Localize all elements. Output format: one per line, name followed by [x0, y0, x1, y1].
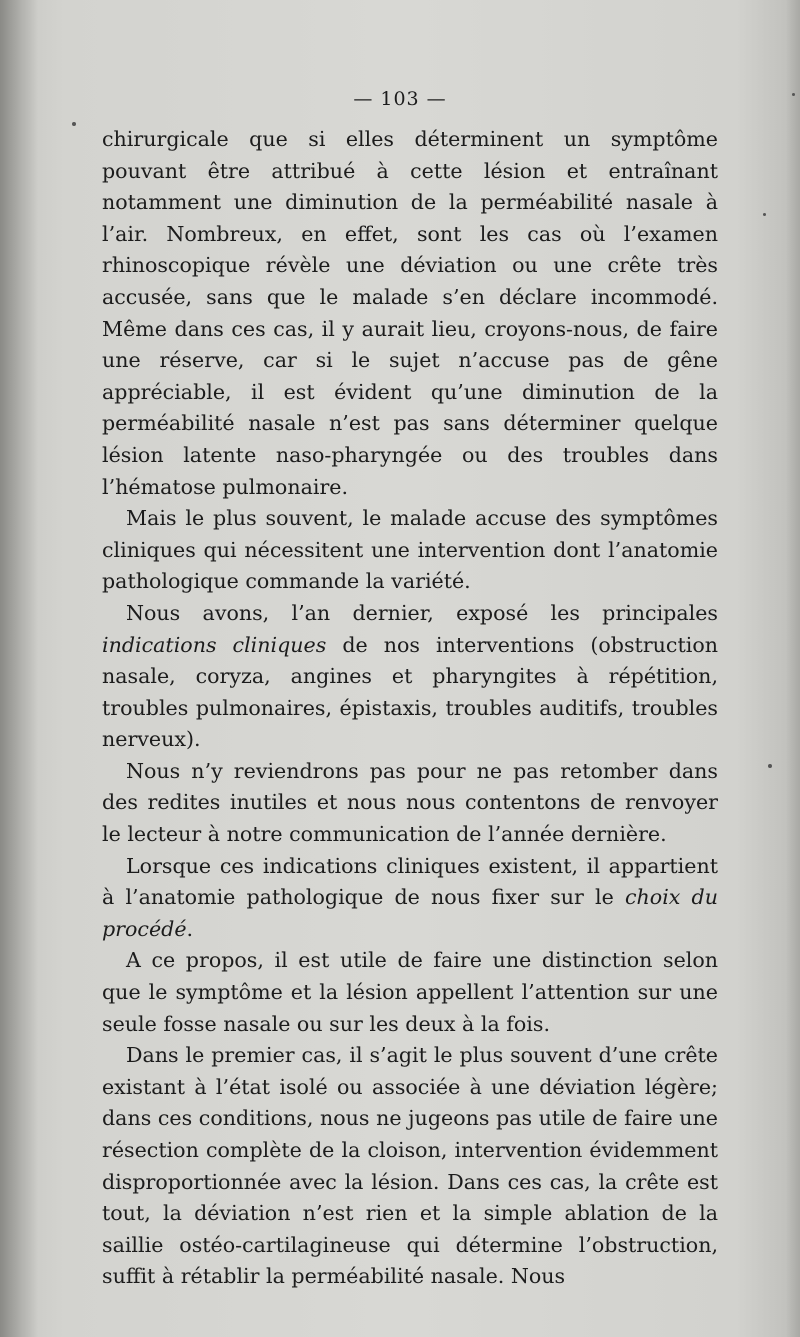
- italic-text: choix du procédé: [102, 885, 719, 941]
- paragraph: [102, 124, 718, 503]
- scan-speck: [72, 122, 76, 126]
- body-text: [102, 124, 718, 1293]
- paragraph: [102, 503, 718, 598]
- text-run: Dans le premier cas, il s’agit le plus souvent d’une crête existant à l’état isolé ou associée à une déviation légère; dans ces conditions, nous ne jugeons pas utile de faire une résection complète de la cloison, intervention évidemment disproportionnée avec la lésion. Dans ces cas, la crête est tout, la déviation n’est rien et la simple ablation de la saillie ostéo-cartilagineuse qui détermine l’obstruction, suffit à rétablir la perméabilité nasale. Nous: [102, 1043, 718, 1289]
- text-run: Nous avons, l’an dernier, exposé les principales: [126, 600, 718, 625]
- text-run: de nos interventions (obstruction nasale, coryza, angines et pharyngites à répétition, troubles pulmonaires, épistaxis, troubles auditifs, troubles nerveux).: [102, 632, 718, 752]
- italic-text: indications cliniques: [102, 632, 327, 657]
- page-edge-shadow: [786, 0, 800, 1337]
- scan-speck: [768, 764, 772, 768]
- text-run: chirurgicale que si elles déterminent un symptôme pouvant être attribué à cette lésion et entraînant notamment une diminution de la perméabilité nasale à l’air. Nombreux, en effet, sont les cas où l’examen rhinoscopique révèle une déviation ou une crête très accusée, sans que le malade s’en déclare incommodé. Même dans ces cas, il y aurait lieu, croyons-nous, de faire une réserve, car si le sujet n’accuse pas de gêne appréciable, il est évident qu’une diminution de la perméabilité nasale n’est pas sans déterminer quelque lésion latente naso-pharyngée ou des troubles dans l’hématose pulmonaire.: [102, 127, 718, 499]
- paragraph: [102, 598, 718, 756]
- paragraph: [102, 756, 718, 851]
- paragraph: [102, 945, 718, 1040]
- text-run: .: [186, 916, 194, 941]
- text-run: Lorsque ces indications cliniques existent, il appartient à l’anatomie pathologique de nous fixer sur le: [102, 853, 718, 910]
- paragraph: [102, 1040, 718, 1293]
- text-run: Mais le plus souvent, le malade accuse des symptômes cliniques qui nécessitent une intervention dont l’anatomie pathologique commande la variété.: [102, 506, 718, 594]
- scan-speck: [763, 213, 766, 216]
- page-number-header: — 103 —: [353, 88, 447, 110]
- page-gutter-shadow: [0, 0, 38, 1337]
- text-run: Nous n’y reviendrons pas pour ne pas retomber dans des redites inutiles et nous nous contentons de renvoyer le lecteur à notre communication de l’année dernière.: [102, 758, 718, 847]
- paragraph: [102, 851, 718, 946]
- text-run: A ce propos, il est utile de faire une distinction selon que le symptôme et la lésion appellent l’attention sur une seule fosse nasale ou sur les deux à la fois.: [102, 948, 718, 1036]
